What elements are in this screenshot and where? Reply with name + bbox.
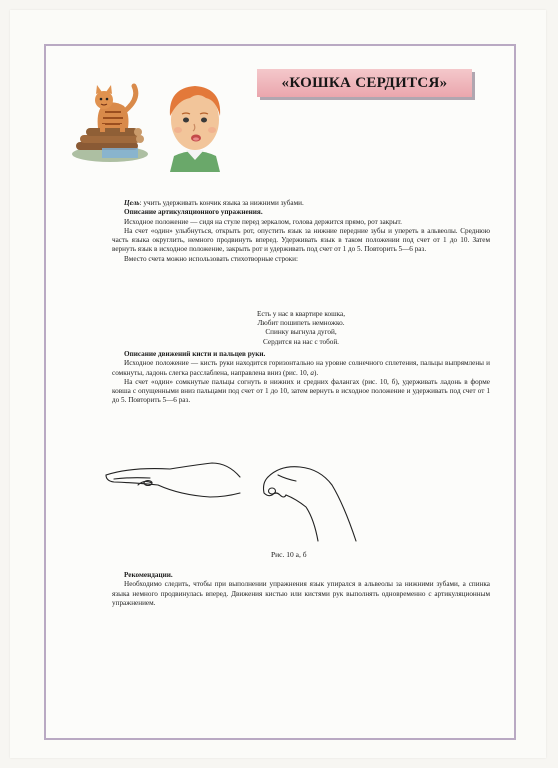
articulation-p2: На счет «один» улыбнуться, открыть рот, опустить язык за нижние передние зубы и упереть в альвеолы. Среднюю часть языка округлить, немного продвинуть вперед. Удерживать язык в таком положении под счет от 1 до 10. Затем вернуть язык в исходное положение, закрыть рот и удерживать под счет от 1 до 5. Повторить 5—6 раз. [112,226,490,254]
goal-line [112,199,490,208]
poem-line: Сердится на нас с тобой. [263,337,339,346]
hand-cupped-illustration [264,467,357,541]
figure-caption: Рис. 10 а, б [271,550,307,559]
cat-on-logs-illustration [70,80,152,170]
exercise-title: «КОШКА СЕРДИТСЯ» [257,69,472,97]
articulation-p3: Вместо счета можно использовать стихотворные строки: [124,254,299,263]
recommendations-heading: Рекомендации. [124,571,173,579]
hand-open-illustration [106,463,240,497]
goal-label: Цель [124,199,140,207]
boy-face-illustration [160,76,230,172]
hand-figures [100,455,370,545]
goal-text: : учить удерживать кончик языка за нижними зубами. [139,199,304,207]
hands-p1-end: ). [313,368,319,377]
poem [112,310,490,347]
hands-p2: На счет «один» сомкнутые пальцы согнуть в нижних и средних фалангах (рис. 10, б), удерживать ладонь в форме ковша с опущенными вниз пальцами под счет от 1 до 10, затем вернуть в исходное положение и удерживать под счет от 1 до 5. Повторить 5—6 раз. [112,377,490,405]
hands-description [112,350,490,406]
hands-p1-start: Исходное положение — кисть руки находится горизонтально на уровне солнечного сплетения, пальцы выпрямлены и сомкнуты, ладонь слегка расслаблена, направлена вниз (рис. 10, [112,359,490,377]
poem-line: Есть у нас в квартире кошка, [256,310,346,318]
poem-line: Любит пошипеть немножко. [257,319,345,328]
recommendations-text: Необходимо следить, чтобы при выполнении упражнения язык упирался в альвеолы за нижними зубами, а спинка языка немного продвинулась вперед. Движения кистью или кистями рук выполнять одновременно с артикуляционным упражнением. [112,580,490,607]
hands-p1-italic: а [310,368,314,377]
exercise-description [112,199,490,264]
articulation-heading: Описание артикуляционного упражнения. [124,208,263,217]
articulation-p1: Исходное положение — сидя на стуле перед зеркалом, голова держится прямо, рот закрыт. [124,217,402,226]
hands-p1 [112,359,490,378]
hands-heading: Описание движений кисти и пальцев руки. [124,350,266,358]
recommendations [112,571,490,608]
poem-line: Спинку выгнула дугой, [265,328,337,337]
